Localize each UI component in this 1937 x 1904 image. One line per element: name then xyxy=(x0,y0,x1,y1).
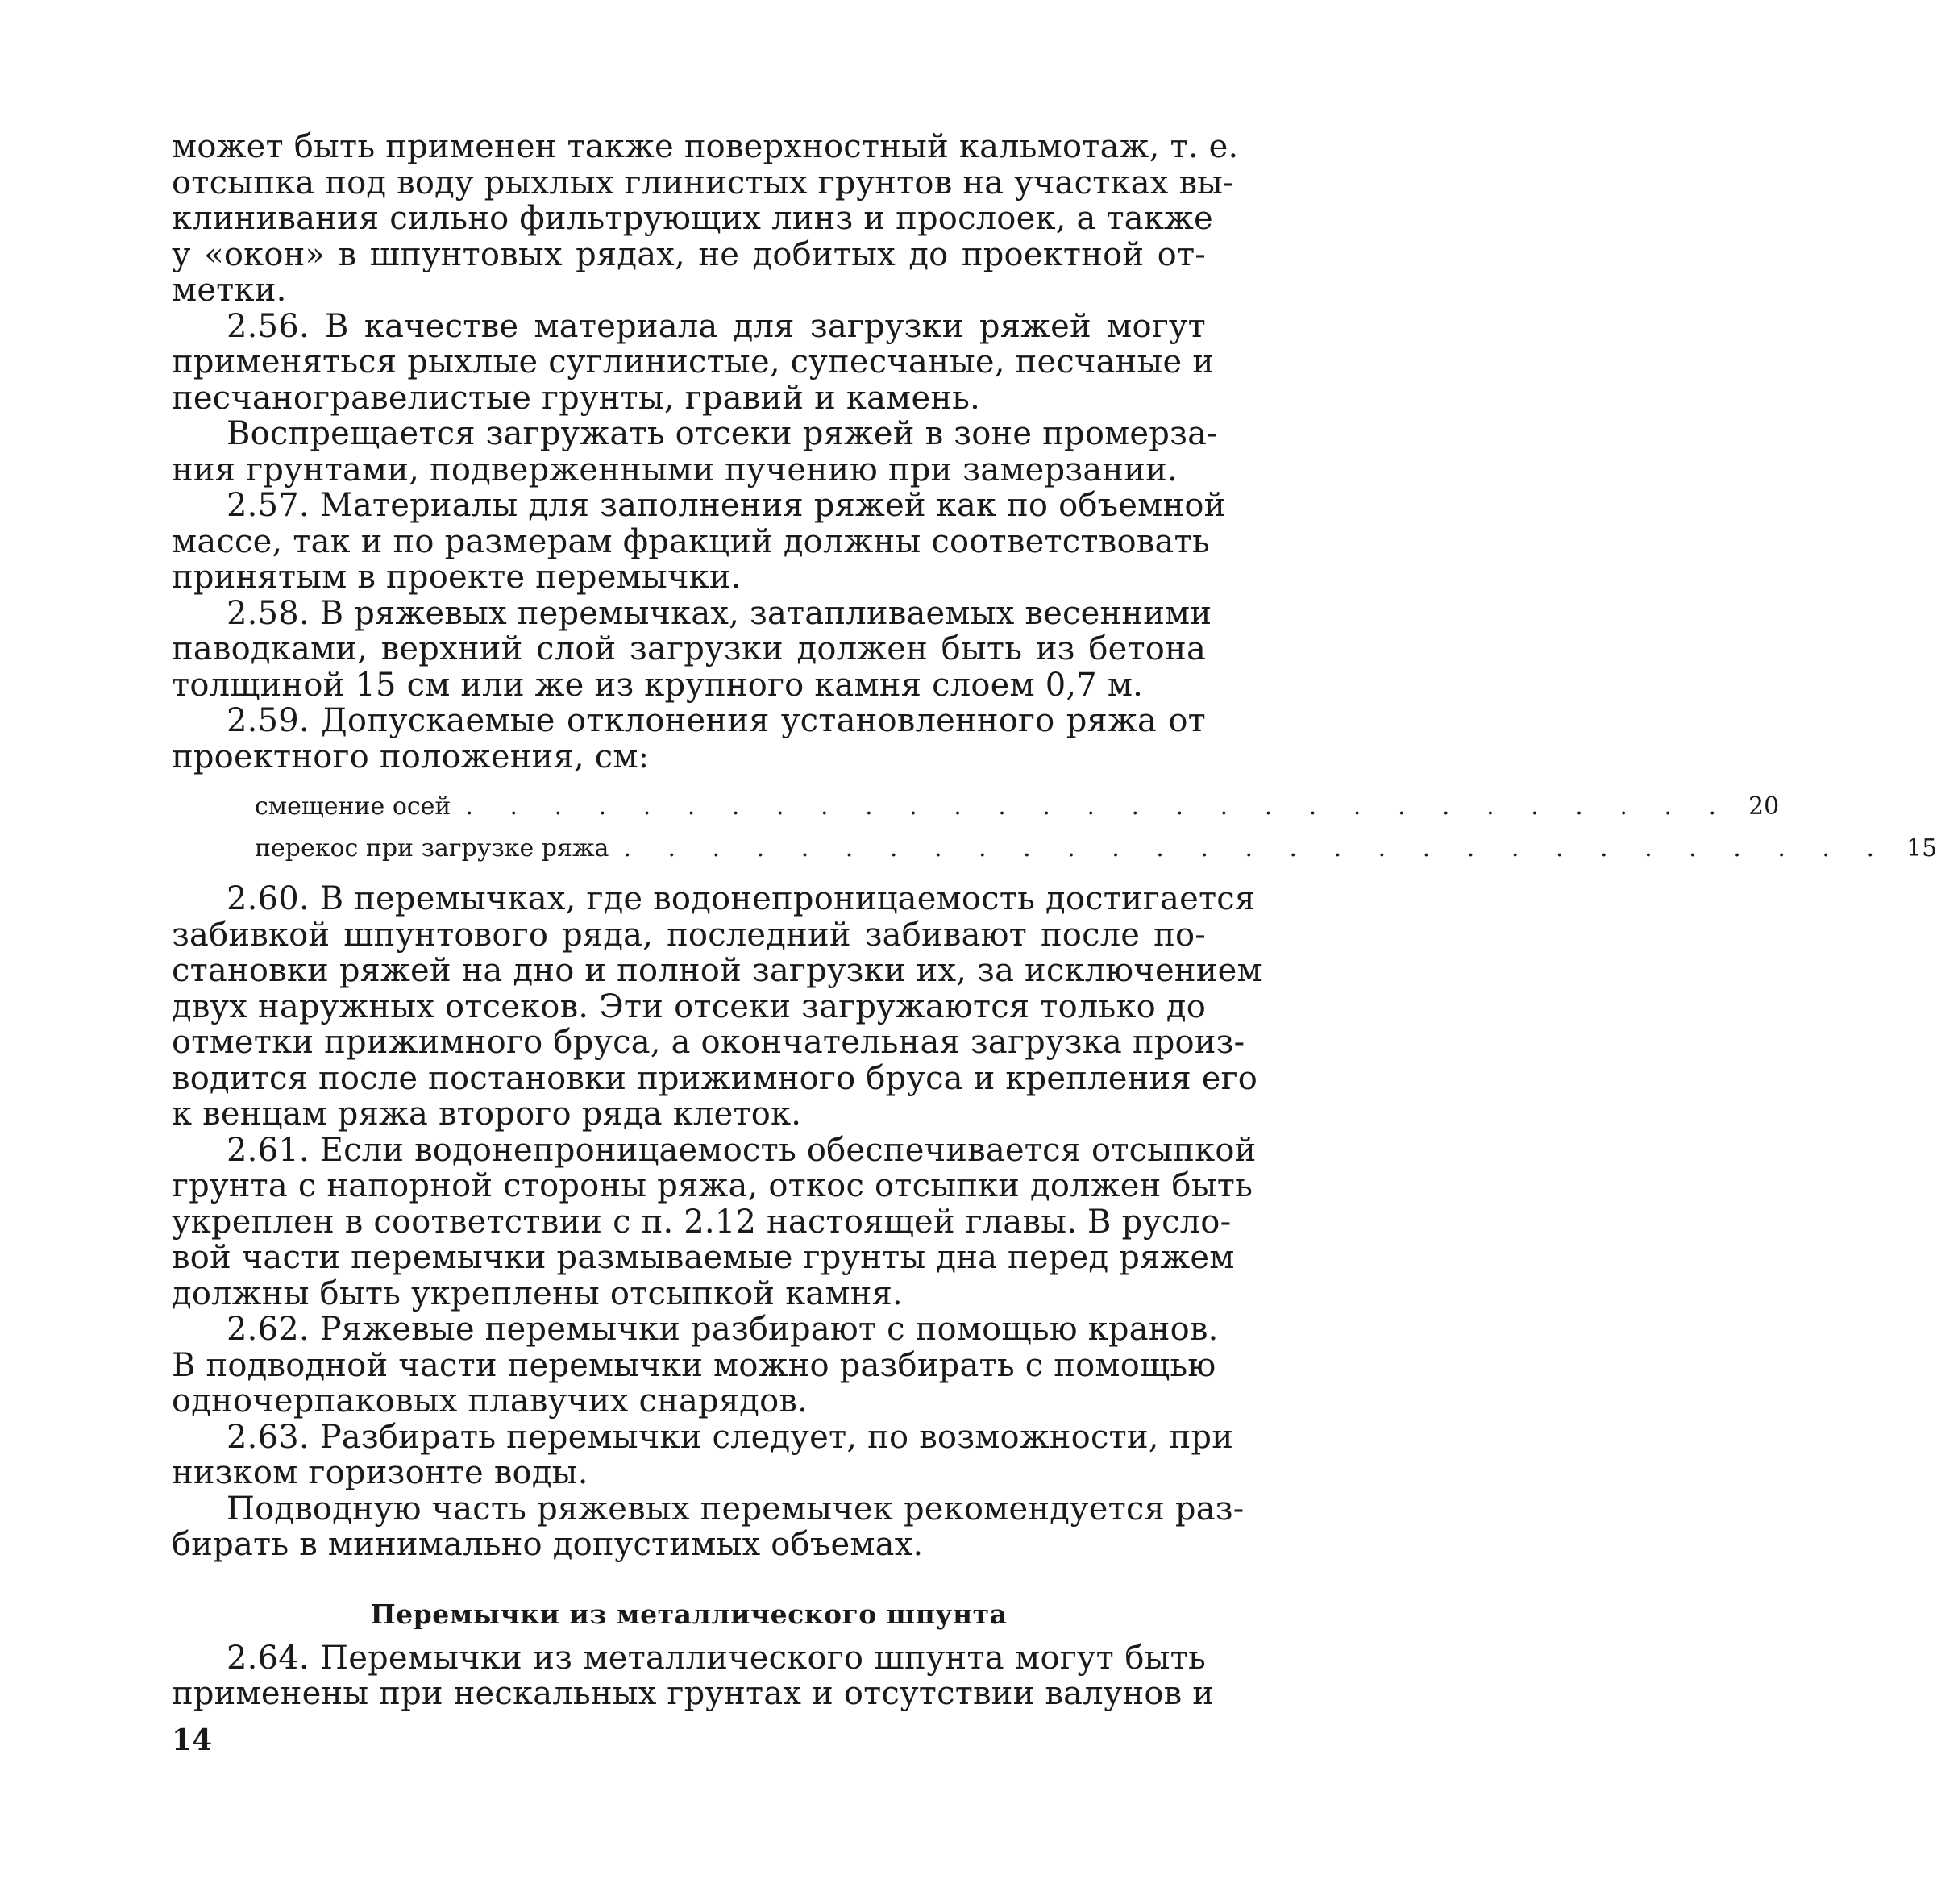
tolerance-list xyxy=(172,786,1937,870)
text-line: В подводной части перемычки можно разбирать с помощью xyxy=(172,1346,1216,1384)
paragraph xyxy=(172,487,1226,596)
text-line: толщиной 15 см или же из крупного камня слоем 0,7 м. xyxy=(172,666,1144,704)
tolerance-row xyxy=(255,786,1780,828)
text-line: Воспрещается загружать отсеки ряжей в зоне промерза- xyxy=(227,415,1218,452)
section-heading: Перемычки из металлического шпунта xyxy=(370,1598,1008,1630)
tolerance-label: смещение осей xyxy=(255,792,451,821)
text-line: двух наружных отсеков. Эти отсеки загружаются только до xyxy=(172,987,1206,1025)
text-line: бирать в минимально допустимых объемах. xyxy=(172,1526,924,1563)
text-line: проектного положения, см: xyxy=(172,738,650,775)
page-number: 14 xyxy=(172,1723,213,1757)
text-line: 2.57. Материалы для заполнения ряжей как по объемной xyxy=(227,487,1226,524)
text-line: низком горизонте воды. xyxy=(172,1454,588,1491)
text-line: 2.58. В ряжевых перемычках, затапливаемых весенними xyxy=(227,594,1212,632)
paragraphs-mid xyxy=(172,880,1262,1563)
paragraphs-top xyxy=(172,128,1239,775)
tolerance-value: 15 xyxy=(1906,834,1937,863)
leader-dots: . . . . . . . . . . . . . . . . . . . . . . . . . . . . . xyxy=(465,792,1731,821)
paragraph xyxy=(172,1131,1257,1312)
paragraph xyxy=(172,1418,1234,1491)
paragraph xyxy=(172,703,1206,775)
paragraph xyxy=(172,415,1218,488)
text-line: отметки прижимного бруса, а окончательная загрузка произ- xyxy=(172,1024,1245,1061)
tolerance-row xyxy=(255,828,1937,870)
text-line: становки ряжей на дно и полной загрузки их, за исключением xyxy=(172,952,1262,989)
text-line: 2.62. Ряжевые перемычки разбирают с помощью кранов. xyxy=(227,1311,1219,1348)
paragraph xyxy=(172,128,1239,309)
text-line: метки. xyxy=(172,272,287,309)
text-line: применены при нескальных грунтах и отсутствии валунов и xyxy=(172,1675,1215,1712)
text-line: песчаногравелистые грунты, гравий и камень. xyxy=(172,379,981,417)
text-line: массе, так и по размерам фракций должны соответствовать xyxy=(172,522,1210,560)
paragraph xyxy=(172,880,1262,1133)
text-line: клинивания сильно фильтрующих линз и прослоек, а также xyxy=(172,200,1213,237)
paragraph xyxy=(172,594,1212,704)
paragraph xyxy=(172,1490,1245,1563)
text-line: паводками, верхний слой загрузки должен быть из бетона xyxy=(172,630,1206,667)
text-line: 2.56. В качестве материала для загрузки ряжей могут xyxy=(227,307,1206,345)
text-line: вой части перемычки размываемые грунты дна перед ряжем xyxy=(172,1239,1235,1276)
text-line: 2.60. В перемычках, где водонепроницаемость достигается xyxy=(227,880,1256,917)
text-line: водится после постановки прижимного бруса и крепления его xyxy=(172,1059,1258,1097)
text-line: ния грунтами, подверженными пучению при замерзании. xyxy=(172,451,1178,488)
text-line: к венцам ряжа второго ряда клеток. xyxy=(172,1095,802,1133)
paragraphs-bottom xyxy=(172,1639,1215,1712)
text-line: 2.59. Допускаемые отклонения установленного ряжа от xyxy=(227,702,1206,739)
text-line: грунта с напорной стороны ряжа, откос отсыпки должен быть xyxy=(172,1167,1253,1204)
text-line: у «окон» в шпунтовых рядах, не добитых до проектной от- xyxy=(172,235,1206,273)
document-page xyxy=(172,128,1937,1712)
text-line: принятым в проекте перемычки. xyxy=(172,559,742,596)
text-line: должны быть укреплены отсыпкой камня. xyxy=(172,1274,903,1312)
text-line: 2.64. Перемычки из металлического шпунта могут быть xyxy=(227,1639,1206,1677)
text-line: забивкой шпунтового ряда, последний забивают после по- xyxy=(172,916,1206,954)
paragraph xyxy=(172,1639,1215,1712)
text-line: 2.61. Если водонепроницаемость обеспечивается отсыпкой xyxy=(227,1131,1257,1169)
text-line: отсыпка под воду рыхлых глинистых грунтов на участках вы- xyxy=(172,164,1234,202)
text-line: может быть применен также поверхностный кальмотаж, т. е. xyxy=(172,128,1239,165)
text-line: 2.63. Разбирать перемычки следует, по возможности, при xyxy=(227,1418,1234,1456)
paragraph xyxy=(172,1311,1219,1420)
paragraph xyxy=(172,307,1215,417)
text-line: одночерпаковых плавучих снарядов. xyxy=(172,1382,808,1420)
text-line: применяться рыхлые суглинистые, супесчаные, песчаные и xyxy=(172,343,1215,380)
tolerance-value: 20 xyxy=(1748,792,1780,821)
text-line: Подводную часть ряжевых перемычек рекомендуется раз- xyxy=(227,1490,1245,1528)
tolerance-label: перекос при загрузке ряжа xyxy=(255,834,609,863)
leader-dots: . . . . . . . . . . . . . . . . . . . . . . . . . . . . . xyxy=(623,834,1889,863)
text-line: укреплен в соответствии с п. 2.12 настоящей главы. В русло- xyxy=(172,1203,1232,1241)
